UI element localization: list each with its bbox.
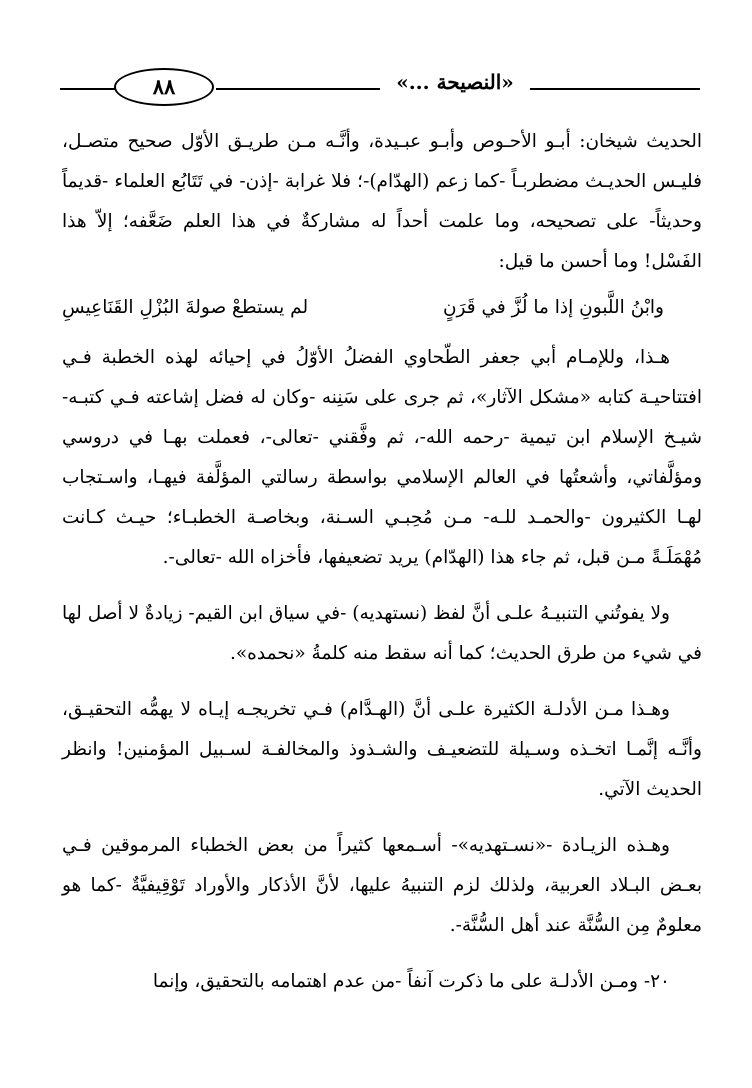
header-rule-right (530, 88, 700, 90)
paragraph-addition: وهـذه الزيـادة -«نسـتهديه»- أسـمعها كثيراً من بعض الخطباء المرموقين فـي بعـض البـلاد العربية، ولذلك لزم التنبيهُ عليها، لأنَّ الأذكار والأوراد تَوْقِيفيَّةٌ -كما هو معلومٌ مِن السُّنَّة عند أهل السُّنَّة-. (62, 835, 702, 936)
paragraph-tahawi-khutbah: هـذا، وللإمـام أبي جعفر الطّحاوي الفضلُ الأوّلُ في إحيائه لهذه الخطبة فـي افتتاحيـة كتابه «مشكل الآثار»، ثم جرى على سَنِنه -وكان له فضل إشاعته فـي كتبـه- شيـخ الإسلام ابن تيمية -رحمه الله-، ثم وفَّقني -تعالى-، فعملت بهـا في دروسي ومؤلَّفاتي، وأشعتُها في العالم الإسلامي بواسطة رسالتي المؤلَّفة فيهـا، واسـتجاب لهـا الكثيرون -والحمـد للـه- مـن مُحِبـي السـنة، وبخاصـة الخطبـاء؛ حيـث كـانت مُهْمَلَـةً مـن قبل، ثم جاء هذا (الهدّام) يريد تضعيفها، فأخزاه الله -تعالى-. (62, 347, 702, 568)
paragraph-evidence: وهـذا مـن الأدلـة الكثيرة علـى أنَّ (الهـدَّام) فـي تخريجـه إيـاه لا يهمُّه التحقيـق، وأنَّـه إنَّمـا اتخـذه وسـيلة للتضعيـف والشـذوذ والمخالفـة لسـبيل المؤمنين! وانظر الحديث الآتي. (62, 699, 702, 800)
running-title: «النصيحة ...» (396, 70, 514, 94)
poem-hemistich-first: وابْنُ اللَّبونِ إذا ما لُزَّ في قَرَنٍ (442, 297, 664, 318)
header-rule-left (60, 88, 116, 90)
paragraph-hadith-narrators: الحديث شيخان: أبـو الأحـوص وأبـو عبـيدة، وأنَّـه مـن طريـق الأوّل صحيح متصـل، فليـس الحديـث مضطربـاً -كما زعم (الهدّام)-؛ فلا غرابة -إذن- في تَتَابُع العلماء -قديماً وحديثاً- على تصحيحه، وما علمت أحداً له مشاركةٌ في هذا العلم ضَعَّفه؛ إلاّ هذا الفَسْل! وما أحسن ما قيل: (62, 131, 702, 272)
header-rule-middle (216, 88, 380, 90)
paragraph-item-20: ٢٠- ومـن الأدلـة على ما ذكرت آنفاً -من عدم اهتمامه بالتحقيق، وإنما (152, 971, 670, 992)
page-body (62, 122, 702, 1018)
poem-hemistich-second: لم يستطعْ صولةَ البُزْلِ القَنَاعِيسِ (62, 297, 309, 318)
page-number: ٨٨ (114, 68, 214, 106)
page-header (60, 64, 700, 108)
poem-verse (62, 288, 702, 328)
paragraph-nastahdihi-note: ولا يفوتُني التنبيـهُ علـى أنَّ لفظ (نستهديه) -في سياق ابن القيم- زيادةٌ لا أصل لها في شيء من طرق الحديث؛ كما أنه سقط منه كلمةُ «نحمده». (62, 603, 702, 664)
